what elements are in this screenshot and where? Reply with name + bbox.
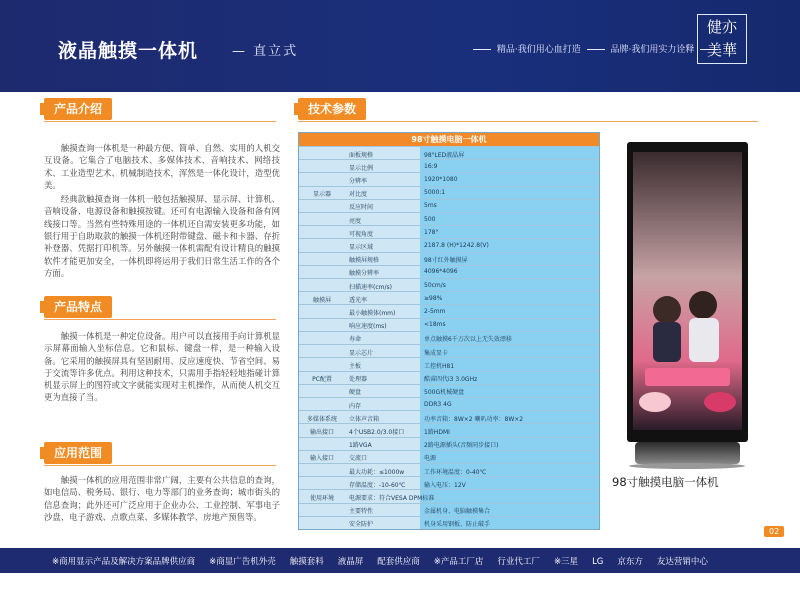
- spec-value: 集成显卡: [424, 349, 449, 357]
- spec-name: 寿命: [349, 336, 362, 344]
- spec-value: 500G机械硬盘: [424, 389, 465, 397]
- brand-logo: 健亦 美華: [697, 14, 747, 64]
- spec-value: 50cm/s: [424, 281, 446, 289]
- spec-category: 输入接口: [309, 455, 334, 463]
- spec-name: 透光率: [349, 296, 368, 304]
- section-divider: [44, 465, 276, 466]
- spec-row: [299, 291, 599, 304]
- page-number: 02: [764, 526, 784, 537]
- header-slogan: [470, 42, 721, 55]
- spec-value: 2路电源插头(音频同步接口): [424, 442, 499, 450]
- spec-row: [299, 397, 599, 410]
- spec-name: 交流口: [349, 455, 368, 463]
- spec-name: 4个USB2.0/3.0接口: [349, 428, 405, 436]
- spec-name: 可视角度: [349, 230, 374, 238]
- spec-row: [299, 278, 599, 291]
- slogan-divider: [587, 49, 605, 50]
- spec-value: 工控机H81: [424, 362, 455, 370]
- spec-name: 反应时间: [349, 204, 374, 212]
- page-title: 液晶触摸一体机: [58, 40, 199, 62]
- spec-value: 2187.8 (H)*1242.8(V): [424, 242, 489, 250]
- spec-row: [299, 159, 599, 172]
- spec-category: 触摸屏: [312, 296, 331, 304]
- spec-name: 存储温度：-10-60℃: [349, 481, 406, 489]
- spec-value: 2-5mm: [424, 308, 446, 316]
- spec-row: [299, 146, 599, 159]
- spec-value: 1路HDMI: [424, 428, 450, 436]
- spec-row: [299, 172, 599, 185]
- spec-value: 电源: [424, 455, 437, 463]
- spec-value: <18ms: [424, 321, 446, 329]
- spec-name: 对比度: [349, 191, 368, 199]
- spec-category: 输出接口: [309, 428, 334, 436]
- footer-item: 京东方: [617, 557, 643, 567]
- spec-value: 4096*4096: [424, 268, 458, 276]
- footer-item: 配套供应商: [377, 557, 420, 567]
- spec-value: 输入电压：12V: [424, 481, 466, 489]
- footer-item: ※三星: [553, 557, 579, 567]
- spec-name: 最小触摸体(mm): [349, 310, 396, 318]
- page-header: [0, 0, 800, 92]
- spec-value: 5000:1: [424, 189, 446, 197]
- spec-row: [299, 331, 599, 344]
- spec-row: [299, 450, 599, 463]
- spec-row: [299, 238, 599, 251]
- spec-value: 工作环境温度：0-40℃: [424, 468, 487, 476]
- apps-paragraph: 触摸一体机的应用范围非常广阔，主要有公共信息的查询，如电信局、税务局、银行、电力等部门的业务查询；城市街头的信息查询；此外还可广泛应用于企业办公、工业控制、军事电子沙盘、电子游戏、点歌点菜、多媒体教学、房地产预售等。: [44, 475, 280, 522]
- section-apps-title: 应用范围: [44, 442, 112, 464]
- spec-value: 单点触摸6千万次以上无失效漂移: [424, 336, 512, 344]
- spec-value: 酷睿四代i3 3.0GHz: [424, 376, 478, 384]
- spec-value: ≥98%: [424, 294, 443, 302]
- spec-name: 内存: [349, 402, 362, 410]
- spec-category: 使用环境: [309, 494, 334, 502]
- spec-row: [299, 476, 599, 489]
- spec-row: [299, 212, 599, 225]
- spec-value: 178°: [424, 228, 439, 236]
- spec-name: 1路VGA: [349, 442, 372, 450]
- spec-value: 功率音箱：8W×2 喇叭功率：8W×2: [424, 415, 524, 423]
- section-specs-title: 技术参数: [298, 98, 366, 120]
- spec-value: 金属机身、电脑触摸集合: [424, 508, 491, 516]
- spec-row: [299, 318, 599, 331]
- spec-name: 安全防护: [349, 521, 374, 529]
- footer-text: [52, 555, 722, 567]
- spec-name: 处理器: [349, 376, 368, 384]
- spec-row: [299, 304, 599, 317]
- intro-text: [44, 142, 280, 279]
- intro-paragraph-2: 经典款触摸查询一体机一般包括触摸屏、显示屏、计算机、音响设备、电源设备和触摸按键。还可有电源输入设备和备有网线接口等。当然有些特殊用途的一体机还自需安装更多功能，如银行用于自助取款的触摸一体机还附带键盘、磁卡和卡器、存折补登器、凭据打印机等。另外触摸一体机需配有设计精良的触摸软件才能更加安全，一体机即将运用于我们日常生活工作的各个方面。: [44, 194, 280, 278]
- apps-text: [44, 474, 280, 523]
- spec-row: [299, 503, 599, 516]
- footer-item: ※商显广告机外壳: [209, 557, 276, 567]
- footer-item: 液晶屏: [337, 557, 364, 567]
- spec-value: 500: [424, 215, 436, 223]
- spec-name: 硬盘: [349, 389, 362, 397]
- slogan-left: 精品·我们用心血打造: [496, 45, 581, 55]
- slogan-divider: [473, 49, 491, 50]
- footer-item: 触摸套料: [289, 557, 324, 567]
- features-text: [44, 330, 280, 404]
- page-subtitle: — 直立式: [232, 44, 299, 59]
- footer-item: ※产品工厂店: [433, 557, 484, 567]
- spec-name: 触摸屏规格: [349, 257, 380, 265]
- spec-name: 触摸分辨率: [349, 270, 380, 278]
- spec-name: 分辨率: [349, 178, 368, 185]
- spec-value: DDR3 4G: [424, 400, 452, 408]
- spec-row: [299, 423, 599, 436]
- section-intro-title: 产品介绍: [44, 98, 112, 120]
- spec-value: 机身采用钢板、防止破手: [424, 521, 491, 529]
- spec-name: 显示比例: [349, 164, 374, 172]
- spec-name: 主板: [349, 362, 362, 370]
- footer-item: ※商用显示产品及解决方案品牌供应商: [52, 557, 196, 567]
- spec-row: [299, 357, 599, 370]
- spec-category: 多媒体系统: [306, 415, 337, 423]
- spec-name: 立体声音箱: [349, 415, 380, 423]
- spec-name: 电源要求：符合VESA DPM标准: [349, 494, 435, 502]
- spec-value: 98寸红外触摸屏: [424, 257, 468, 265]
- spec-row: [299, 225, 599, 238]
- spec-value: 1920*1080: [424, 176, 458, 183]
- spec-name: 响应速度(ms): [349, 323, 387, 331]
- spec-value: 5ms: [424, 202, 437, 210]
- spec-name: 亮度: [349, 217, 362, 225]
- footer-item: 友达营销中心: [656, 557, 708, 567]
- features-paragraph: 触摸一体机是一种定位设备。用户可以直接用手向计算机显示屏幕面输入坐标信息。它和鼠标、键盘一样，是一种输入设备。它采用的触摸屏具有坚固耐用、反应速度快、节省空间、易于交流等许多优点。利用这种技术，只需用手指轻轻地指碰计算机显示屏上的图符或文字就能实现对主机操作，从而使人机交互更为直接了当。: [44, 331, 280, 403]
- spec-row: [299, 252, 599, 265]
- spec-value: 16:9: [424, 162, 438, 170]
- footer-item: 行业代工厂: [497, 557, 540, 567]
- spec-name: 显示区域: [349, 244, 374, 252]
- spec-row: [299, 410, 599, 423]
- section-features-title: 产品特点: [44, 296, 112, 318]
- section-divider: [298, 121, 758, 122]
- spec-category: PC配置: [312, 376, 332, 384]
- spec-category: 显示器: [312, 191, 331, 199]
- spec-value: 98"LED液晶屏: [424, 151, 465, 159]
- spec-row: [299, 371, 599, 384]
- spec-row: [299, 265, 599, 278]
- footer-item: LG: [592, 557, 604, 567]
- spec-name: 面板规格: [349, 151, 374, 159]
- spec-row: [299, 384, 599, 397]
- spec-table-title: 98寸触摸电脑一体机: [299, 133, 599, 146]
- intro-paragraph-1: 触摸查询一体机是一种最方便、简单、自然、实用的人机交互设备。它集合了电脑技术、多媒体技术、音响技术、网络技术、工业造型艺术、机械制造技术，浑然是一体化设计，造型优美。: [44, 143, 280, 190]
- spec-row: [299, 199, 599, 212]
- slogan-right: 品牌·我们用实力诠释: [610, 45, 695, 55]
- spec-name: 扫描速率(cm/s): [349, 283, 392, 291]
- spec-row: [299, 516, 599, 529]
- product-kiosk-image: [625, 140, 750, 470]
- spec-row: [299, 437, 599, 450]
- section-divider: [44, 319, 276, 320]
- spec-table: [298, 132, 600, 530]
- product-caption: 98寸触摸电脑一体机: [612, 475, 719, 489]
- spec-name: 最大功耗：≤1000w: [349, 468, 405, 476]
- spec-row: [299, 463, 599, 476]
- section-divider: [44, 121, 276, 122]
- spec-row: [299, 489, 599, 502]
- spec-row: [299, 344, 599, 357]
- spec-name: 主要特性: [349, 508, 374, 516]
- spec-name: 显示芯片: [349, 349, 374, 357]
- spec-row: [299, 186, 599, 199]
